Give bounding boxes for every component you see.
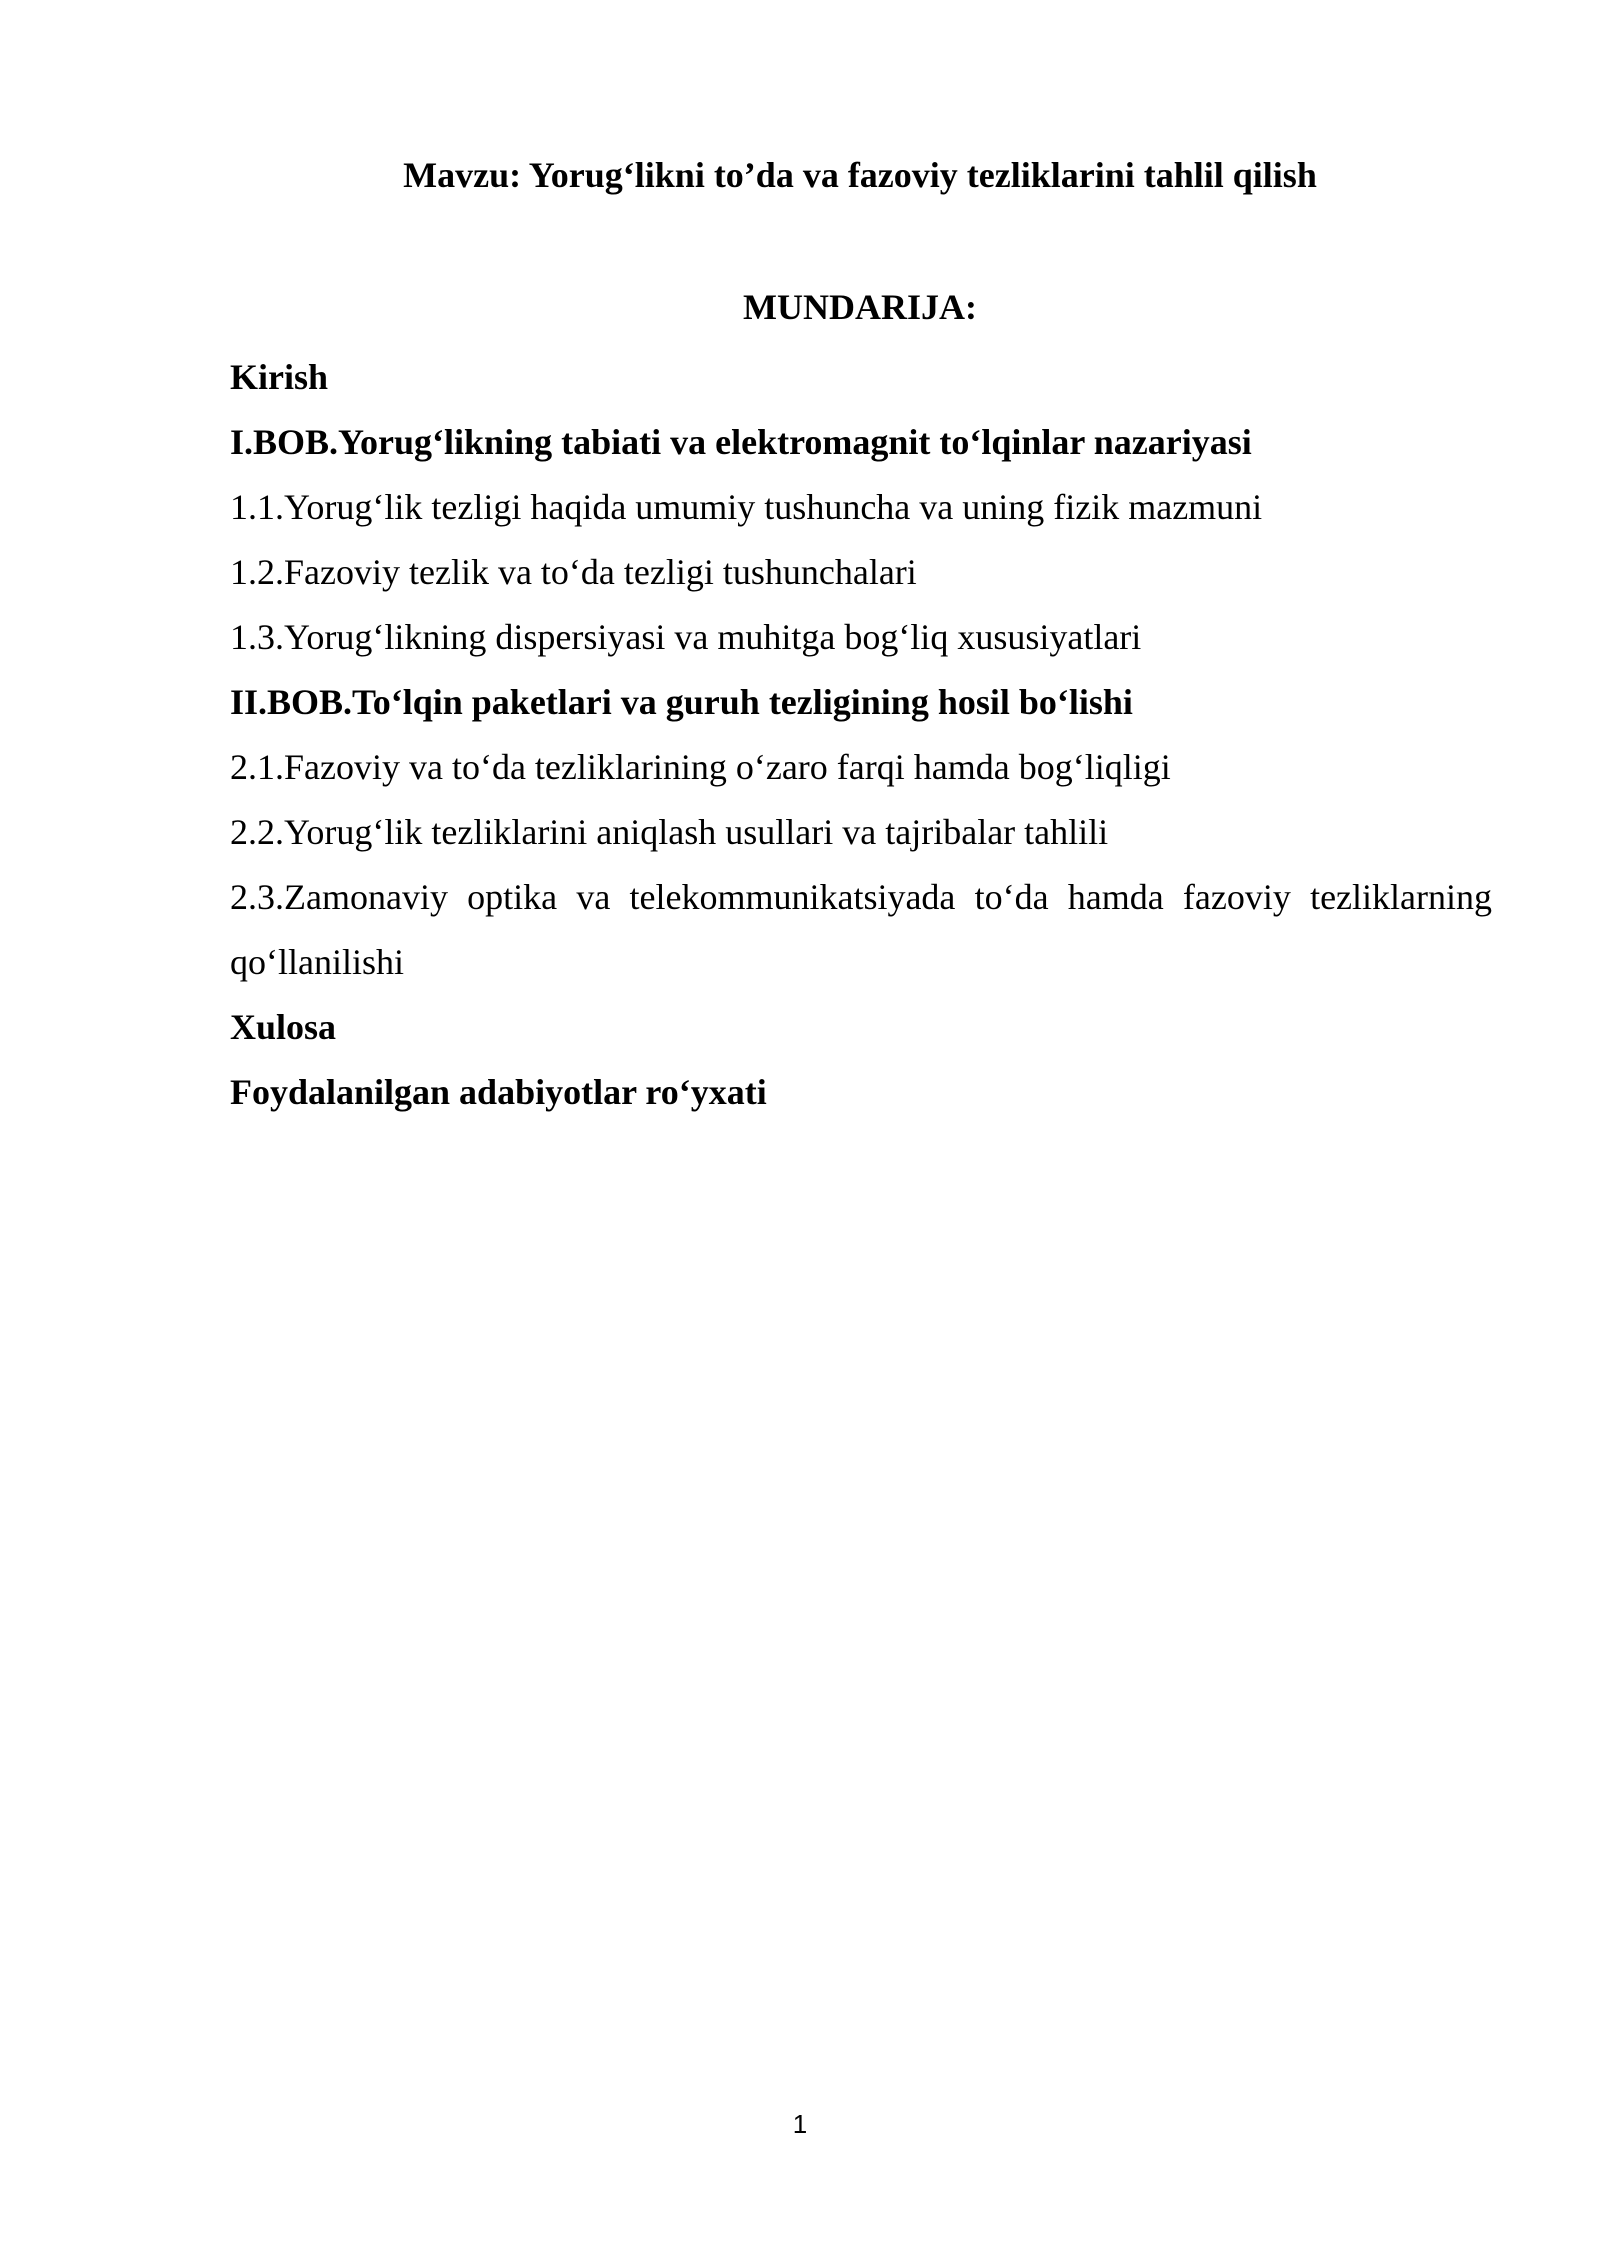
toc-entry-chapter-2: II.BOB.To‘lqin paketlari va guruh tezligining hosil bo‘lishi xyxy=(230,682,1133,722)
toc-entry-section-2-2: 2.2.Yorug‘lik tezliklarini aniqlash usullari va tajribalar tahlili xyxy=(230,812,1109,852)
toc-entry-section-1-3: 1.3.Yorug‘likning dispersiyasi va muhitga bog‘liq xususiyatlari xyxy=(230,617,1142,657)
toc-entry-references: Foydalanilgan adabiyotlar ro‘yxati xyxy=(230,1072,767,1112)
toc-entry-section-2-3: 2.3.Zamonaviy optika va telekommunikatsiyada to‘da hamda fazoviy tezliklarning qo‘llanilishi xyxy=(230,877,1492,982)
table-of-contents xyxy=(230,345,1492,1125)
document-title: Mavzu: Yorug‘likni to’da va fazoviy tezliklarini tahlil qilish xyxy=(403,155,1317,195)
toc-entry-section-2-1: 2.1.Fazoviy va to‘da tezliklarining o‘zaro farqi hamda bog‘liqligi xyxy=(230,747,1171,787)
toc-entry-introduction: Kirish xyxy=(230,357,329,397)
page-number: 1 xyxy=(792,2109,808,2139)
toc-entry-section-1-1: 1.1.Yorug‘lik tezligi haqida umumiy tushuncha va uning fizik mazmuni xyxy=(230,487,1263,527)
toc-heading: MUNDARIJA: xyxy=(743,287,977,327)
toc-entry-chapter-1: I.BOB.Yorug‘likning tabiati va elektromagnit to‘lqinlar nazariyasi xyxy=(230,422,1252,462)
toc-entry-section-1-2: 1.2.Fazoviy tezlik va to‘da tezligi tushunchalari xyxy=(230,552,917,592)
toc-entry-conclusion: Xulosa xyxy=(230,1007,337,1047)
